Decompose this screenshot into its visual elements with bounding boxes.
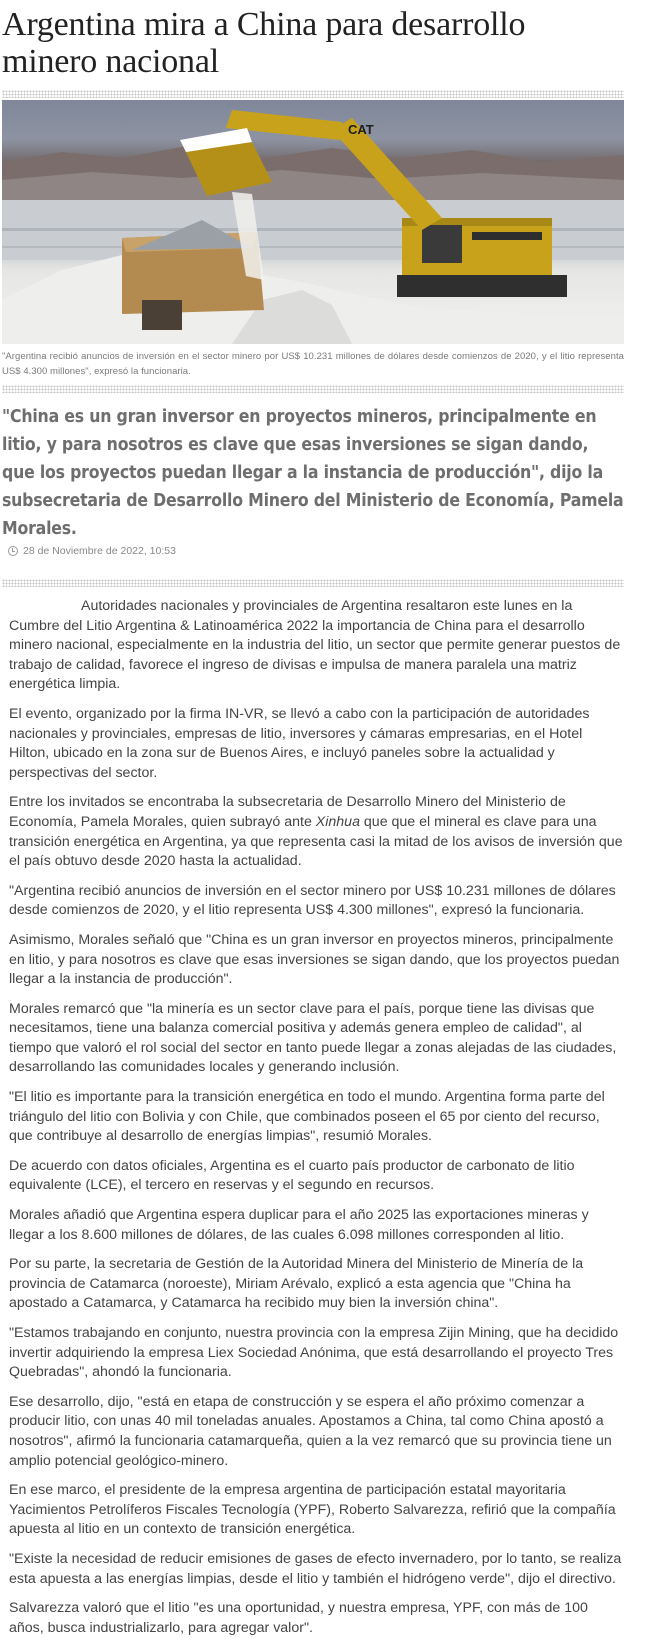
cat-logo: CAT bbox=[348, 122, 374, 137]
paragraph: Por su parte, la secretaria de Gestión de la Autoridad Minera del Ministerio de Minería de la provincia de Catamarca (noroeste), Miriam Arévalo, explicó a esta agencia que "China ha apostado a Catamarca, y Catamarca ha recibido muy bien la inversión china". bbox=[9, 1256, 584, 1312]
clock-icon bbox=[8, 546, 18, 556]
paragraph: Morales remarcó que "la minería es un sector clave para el país, porque tiene las divisas que necesitamos, tiene una balanza comercial positiva y además genera empleo de calidad", al tiempo que valoró el rol social del sector en tanto puede llegar a zonas alejadas de las ciudades, desarrollando las comunidades locales y generando inclusión. bbox=[9, 1000, 617, 1076]
paragraph: De acuerdo con datos oficiales, Argentina es el cuarto país productor de carbonato de litio equivalente (LCE), el tercero en reservas y el segundo en recursos. bbox=[9, 1157, 575, 1194]
paragraph: En ese marco, el presidente de la empresa argentina de participación estatal mayoritaria Yacimientos Petrolíferos Fiscales Tecnología (YPF), Roberto Salvarezza, refirió que la compañía apuesta al litio en un contexto de transición energética. bbox=[9, 1482, 616, 1538]
article-lead: "China es un gran inversor en proyectos mineros, principalmente en litio, y para nosotros es clave que esas inversiones se sigan dando, que los proyectos puedan llegar a la instancia de producción", dijo la subsecretaria de Desarrollo Minero del Ministerio de Economía, Pamela Morales. bbox=[2, 407, 624, 539]
excavator-photo-illustration bbox=[2, 100, 624, 344]
paragraph: Morales añadió que Argentina espera duplicar para el año 2025 las exportaciones mineras y llegar a los 8.600 millones de dólares, de las cuales 6.098 millones corresponden al litio. bbox=[9, 1207, 589, 1243]
paragraph: Ese desarrollo, dijo, "está en etapa de construcción y se espera el año próximo comenzar a producir litio, con unas 40 mil toneladas anuales. Apostamos a China, tal como China apostó a nosotros", afirmó la funcionaria catamarqueña, quien a la vez remarcó que su provincia tiene un amplio potencial geológico-minero. bbox=[9, 1393, 612, 1469]
paragraph: Asimismo, Morales señaló que "China es un gran inversor en proyectos mineros, principalmente en litio, y para nosotros es clave que esas inversiones se sigan dando, que los proyectos puedan llegar a la instancia de producción". bbox=[9, 931, 620, 988]
article-body bbox=[2, 597, 624, 1638]
paragraph-text: Entre los invitados se encontraba la subsecretaria de Desarrollo Minero del Ministerio de Economía, Pamela Morales, quien subrayó ante bbox=[9, 794, 566, 830]
paragraph: Salvarezza valoró que el litio "es una oportunidad, y nuestra empresa, YPF, con más de 100 años, busca industrializarlo, para agregar valor". bbox=[9, 1600, 588, 1636]
paragraph: El evento, organizado por la firma IN-VR, se llevó a cabo con la participación de autoridades nacionales y provinciales, empresas de litio, inversores y cámaras empresarias, en el Hotel Hilton, ubicado en la zona sur de Buenos Aires, e incluyó paneles sobre la actualidad y perspectivas del sector. bbox=[9, 705, 590, 781]
paragraph: "Argentina recibió anuncios de inversión en el sector minero por US$ 10.231 millones de dólares desde comienzos de 2020, y el litio representa US$ 4.300 millones", expresó la funcionaria. bbox=[9, 882, 616, 919]
paragraph: Autoridades nacionales y provinciales de Argentina resaltaron este lunes en la Cumbre del Litio Argentina & Latinoamérica 2022 la importancia de China para el desarrollo minero nacional, especialmente en la industria del litio, un sector que permite generar puestos de trabajo de calidad, favorece el ingreso de divisas e impulsa de manera paralela una matriz energética limpia. bbox=[9, 598, 621, 693]
agency-name: Xinhua bbox=[315, 813, 360, 830]
dotted-divider bbox=[2, 385, 624, 393]
photo-caption: "Argentina recibió anuncios de inversión en el sector minero por US$ 10.231 millones de dólares desde comienzos de 2020, y el litio representa US$ 4.300 millones", expresó la funcionaria. bbox=[2, 351, 624, 377]
paragraph: "Existe la necesidad de reducir emisiones de gases de efecto invernadero, por lo tanto, se realiza esta apuesta a las energías limpias, desde el litio y también el hidrógeno verde", dijo el directivo. bbox=[9, 1550, 622, 1587]
publish-date: 28 de Noviembre de 2022, 10:53 bbox=[23, 545, 176, 557]
article-title: Argentina mira a China para desarrollo minero nacional bbox=[2, 6, 526, 80]
paragraph-text: que que el mineral es clave para una transición energética en Argentina, ya que representa casi la mitad de los avisos de inversión que el país obtuvo desde 2020 hasta la actualidad. bbox=[9, 813, 623, 870]
article bbox=[0, 6, 646, 1638]
dotted-divider bbox=[2, 90, 624, 98]
paragraph bbox=[9, 793, 624, 871]
paragraph: "El litio es importante para la transición energética en todo el mundo. Argentina forma parte del triángulo del litio con Bolivia y con Chile, que combinados poseen el 65 por ciento del recurso, que contribuye al desarrollo de energías limpias", resumió Morales. bbox=[9, 1089, 605, 1145]
article-photo bbox=[2, 100, 624, 344]
dateline bbox=[8, 545, 624, 557]
dotted-divider bbox=[2, 579, 624, 587]
paragraph: "Estamos trabajando en conjunto, nuestra provincia con la empresa Zijin Mining, que ha decidido invertir adquiriendo la empresa Liex Sociedad Anónima, que está desarrollando el proyecto Tres Quebradas", ahondó la funcionaria. bbox=[9, 1325, 619, 1381]
